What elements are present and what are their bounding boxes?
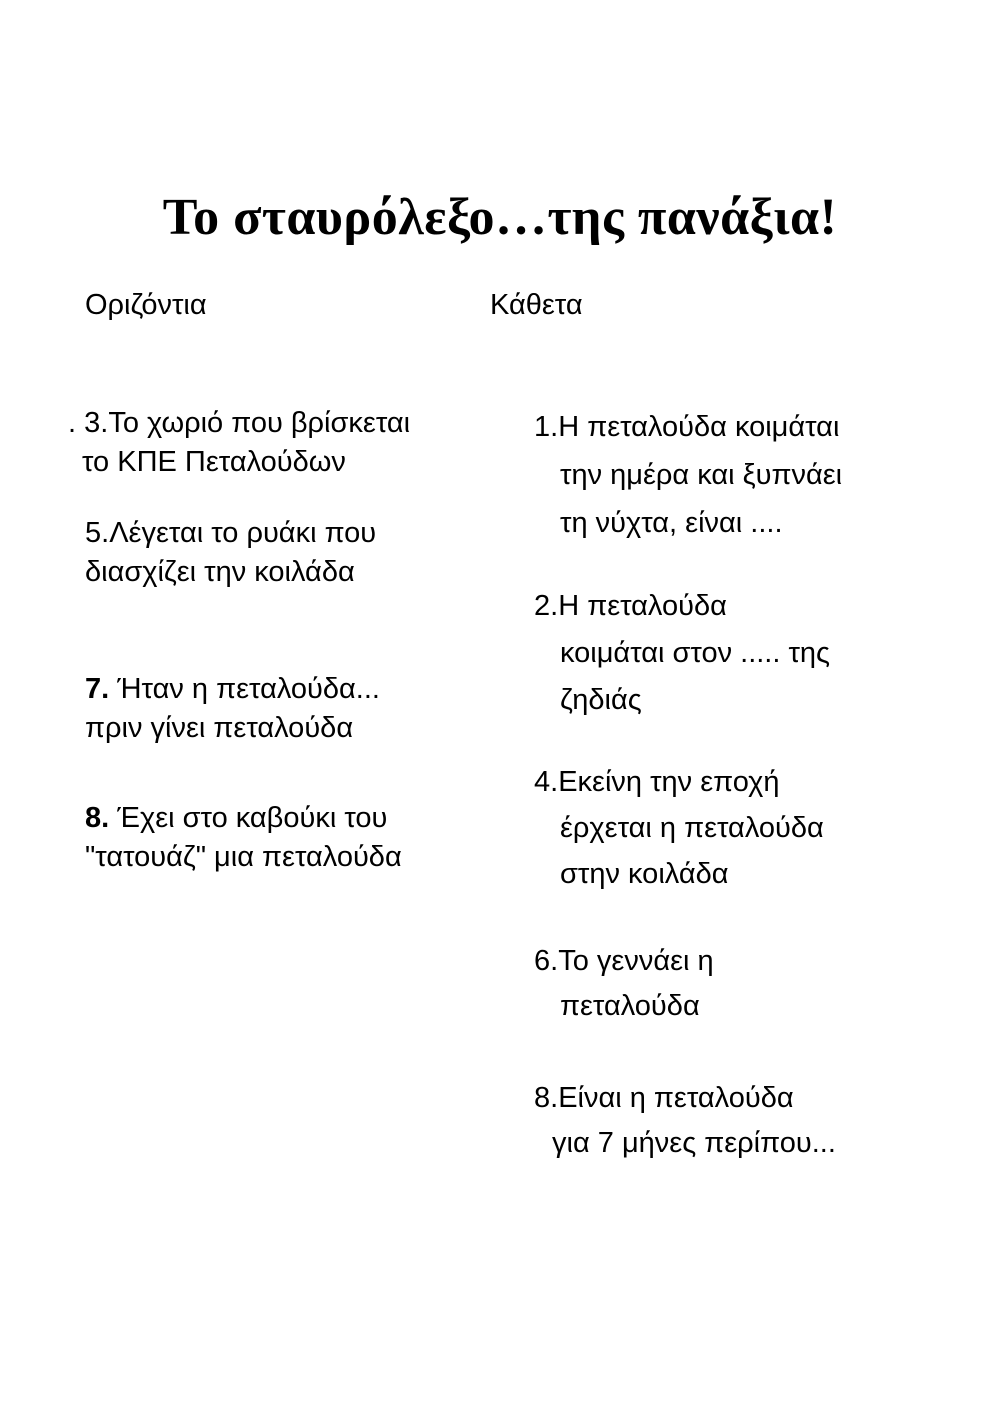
- clue-text: Το γεννάει η: [558, 945, 714, 977]
- page-title: Το σταυρόλεξο…της πανάξια!: [162, 189, 838, 246]
- clue-line: [534, 1076, 836, 1121]
- across-clue-8: [85, 799, 402, 877]
- clue-number: 1.: [534, 411, 559, 443]
- clue-number: 5.: [85, 517, 110, 549]
- clue-text: Το χωριό που βρίσκεται: [108, 407, 411, 439]
- clue-text: για 7 μήνες περίπου...: [552, 1127, 836, 1159]
- clue-line: [534, 403, 842, 451]
- clue-text: τη νύχτα, είναι ....: [560, 507, 783, 539]
- across-clue-7: [85, 670, 380, 748]
- clue-prefix: .: [68, 407, 85, 439]
- clue-line: [68, 404, 410, 443]
- clue-text: την ημέρα και ξυπνάει: [560, 459, 843, 491]
- down-clue-8: [534, 1076, 836, 1166]
- down-clue-4: [534, 759, 824, 897]
- down-clue-6: [534, 939, 714, 1029]
- down-heading: Κάθετα: [490, 289, 583, 321]
- clue-line: [534, 939, 714, 984]
- clue-line: [85, 514, 376, 553]
- clue-text: Η πεταλούδα: [558, 590, 727, 622]
- clue-number: 3.: [84, 407, 109, 439]
- clue-text: έρχεται η πεταλούδα: [560, 812, 824, 844]
- clue-number: 4.: [534, 766, 559, 798]
- clue-line: [85, 799, 402, 838]
- clue-number: 2.: [534, 590, 559, 622]
- across-heading: Οριζόντια: [85, 289, 207, 321]
- clue-text: Η πεταλούδα κοιμάται: [558, 411, 840, 443]
- clue-text: ζηδιάς: [560, 684, 642, 716]
- clue-number: 8.: [534, 1082, 559, 1114]
- clue-number: 7.: [85, 673, 110, 705]
- down-clue-1: [534, 403, 842, 547]
- clue-text: Είναι η πεταλούδα: [558, 1082, 794, 1114]
- across-clue-5: [85, 514, 376, 592]
- clue-text: στην κοιλάδα: [560, 858, 729, 890]
- clue-text: Έχει στο καβούκι του: [109, 802, 388, 834]
- clue-line: [85, 670, 380, 709]
- clue-line: [534, 759, 824, 805]
- clue-text: πριν γίνει πεταλούδα: [85, 712, 354, 744]
- clue-text: διασχίζει την κοιλάδα: [85, 556, 355, 588]
- clue-text: Ήταν η πεταλούδα...: [109, 673, 380, 705]
- clue-line: [534, 583, 830, 630]
- clue-text: Λέγεται το ρυάκι που: [109, 517, 377, 549]
- down-clue-2: [534, 583, 830, 724]
- clue-number: 6.: [534, 945, 559, 977]
- clue-text: "τατουάζ" μια πεταλούδα: [85, 841, 402, 873]
- clue-number: 8.: [85, 802, 110, 834]
- across-clue-3: [68, 404, 410, 482]
- clue-text: το ΚΠΕ Πεταλούδων: [82, 446, 346, 478]
- clue-text: Εκείνη την εποχή: [558, 766, 780, 798]
- clue-text: πεταλούδα: [560, 990, 700, 1022]
- clue-text: κοιμάται στον ..... της: [560, 637, 831, 669]
